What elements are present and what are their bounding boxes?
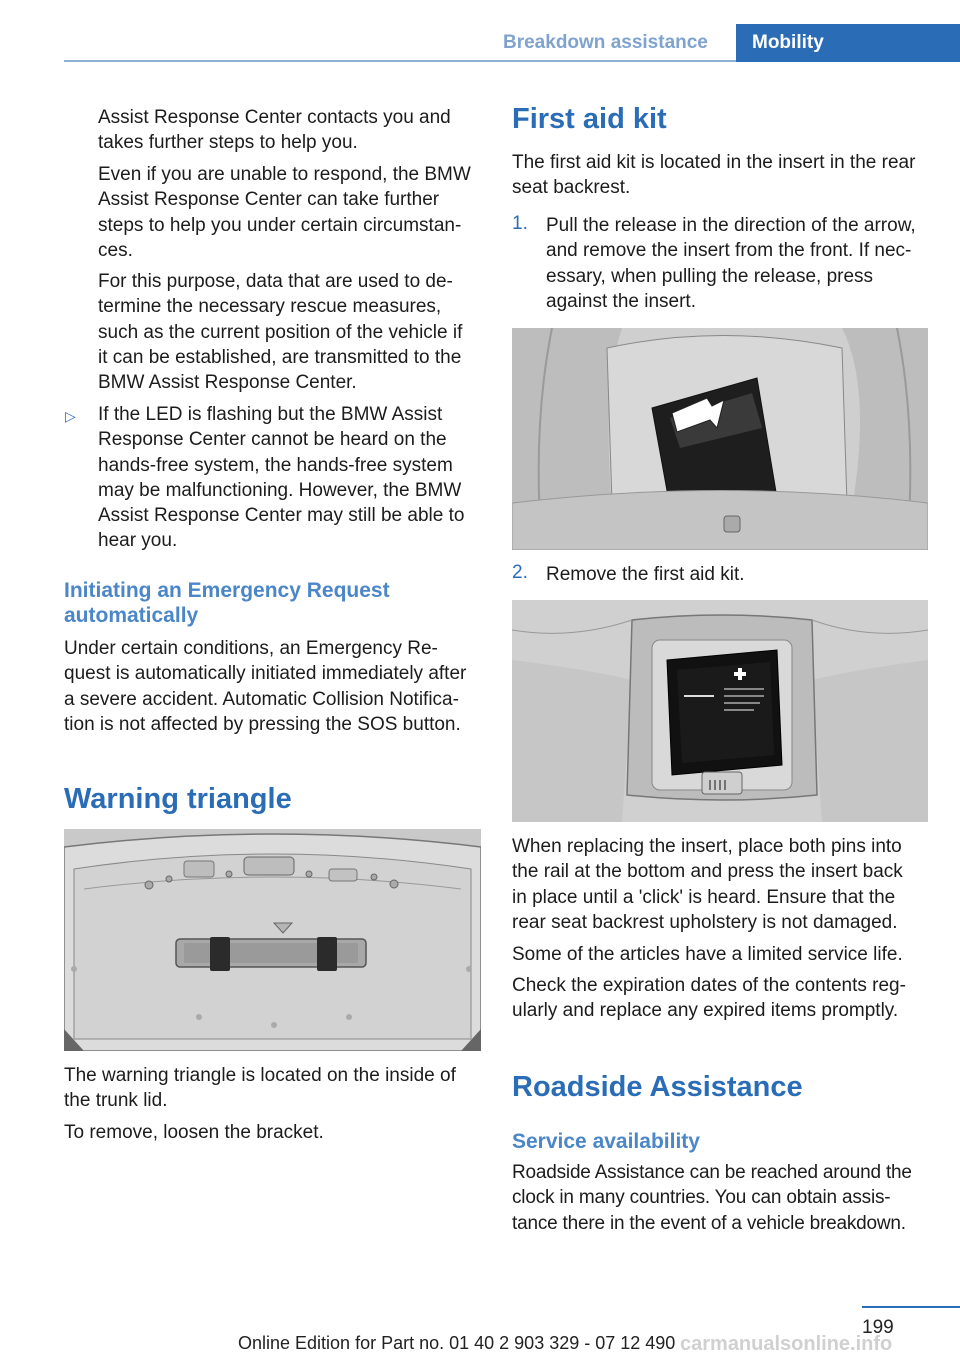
step-1-text: Pull the release in the direction of the arrow, and remove the insert from the front. If nec‐ essary, when pulling the release, press against the insert. [546, 215, 916, 312]
first-aid-intro-paragraph: The first aid kit is located in the insert in the rear seat backrest. [512, 152, 916, 199]
trunk-lid-illustration [64, 829, 481, 1051]
rear-seat-drawing [512, 328, 928, 550]
bullet-paragraph: If the LED is flashing but the BMW Assist Response Center cannot be heard on the hands-free system, the hands-free system may be malfunctioning. However, the BMW Assist Response Center may still be able to hear you. [98, 404, 465, 552]
first-aid-kit-drawing [512, 600, 928, 822]
continued-paragraph-1: Assist Response Center contacts you and takes further steps to help you. [98, 107, 451, 154]
step-1-number: 1. [512, 213, 528, 234]
footer-rule [862, 1306, 960, 1308]
step-2-number: 2. [512, 562, 528, 583]
auto-emergency-paragraph: Under certain conditions, an Emergency Re‐ quest is automatically initiated immediately after a severe accident. Automatic Collision Notifica‐ tion is not affected by pressing the SOS button. [64, 638, 467, 735]
step-2-text: Remove the first aid kit. [546, 564, 745, 585]
service-life-paragraph: Some of the articles have a limited service life. [512, 944, 903, 965]
service-availability-paragraph: Roadside Assistance can be reached around the clock in many countries. You can obtain assis‐ tance there in the event of a vehicle breakdown. [512, 1162, 912, 1234]
rear-seat-insert-illustration [512, 328, 928, 550]
replace-insert-paragraph: When replacing the insert, place both pins into the rail at the bottom and press the insert back in place until a 'click' is heard. Ensure that the rear seat backrest upholstery is not damaged. [512, 836, 903, 933]
trunk-lid-drawing [64, 829, 481, 1051]
service-availability-heading: Service availability [512, 1130, 700, 1153]
expiration-paragraph: Check the expiration dates of the contents reg‐ ularly and replace any expired items promptly. [512, 975, 906, 1022]
warning-triangle-heading: Warning triangle [64, 783, 292, 815]
warning-location-paragraph: The warning triangle is located on the inside of the trunk lid. [64, 1065, 456, 1112]
continued-paragraph-2: Even if you are unable to respond, the BMW Assist Response Center can take further steps to help you under certain circumstan‐ ces. [98, 164, 471, 261]
page-number: 199 [862, 1317, 894, 1338]
emergency-request-heading: Initiating an Emergency Request automatically [64, 579, 390, 627]
first-aid-kit-heading: First aid kit [512, 103, 667, 135]
breadcrumb-chapter[interactable]: Mobility [736, 24, 960, 62]
first-aid-kit-illustration [512, 600, 928, 822]
warning-remove-paragraph: To remove, loosen the bracket. [64, 1122, 324, 1143]
roadside-assistance-heading: Roadside Assistance [512, 1071, 803, 1103]
breadcrumb-section[interactable]: Breakdown assistance [503, 32, 708, 53]
edition-footer: Online Edition for Part no. 01 40 2 903 329 - 07 12 490 [238, 1333, 676, 1353]
continued-paragraph-3: For this purpose, data that are used to de‐ termine the necessary rescue measures, such as the current position of the vehicle if it can be established, are transmitted to the BMW Assist Response Center. [98, 271, 463, 394]
watermark: carmanualsonline.info [680, 1333, 893, 1355]
bullet-triangle-icon: ▷ [65, 408, 76, 424]
